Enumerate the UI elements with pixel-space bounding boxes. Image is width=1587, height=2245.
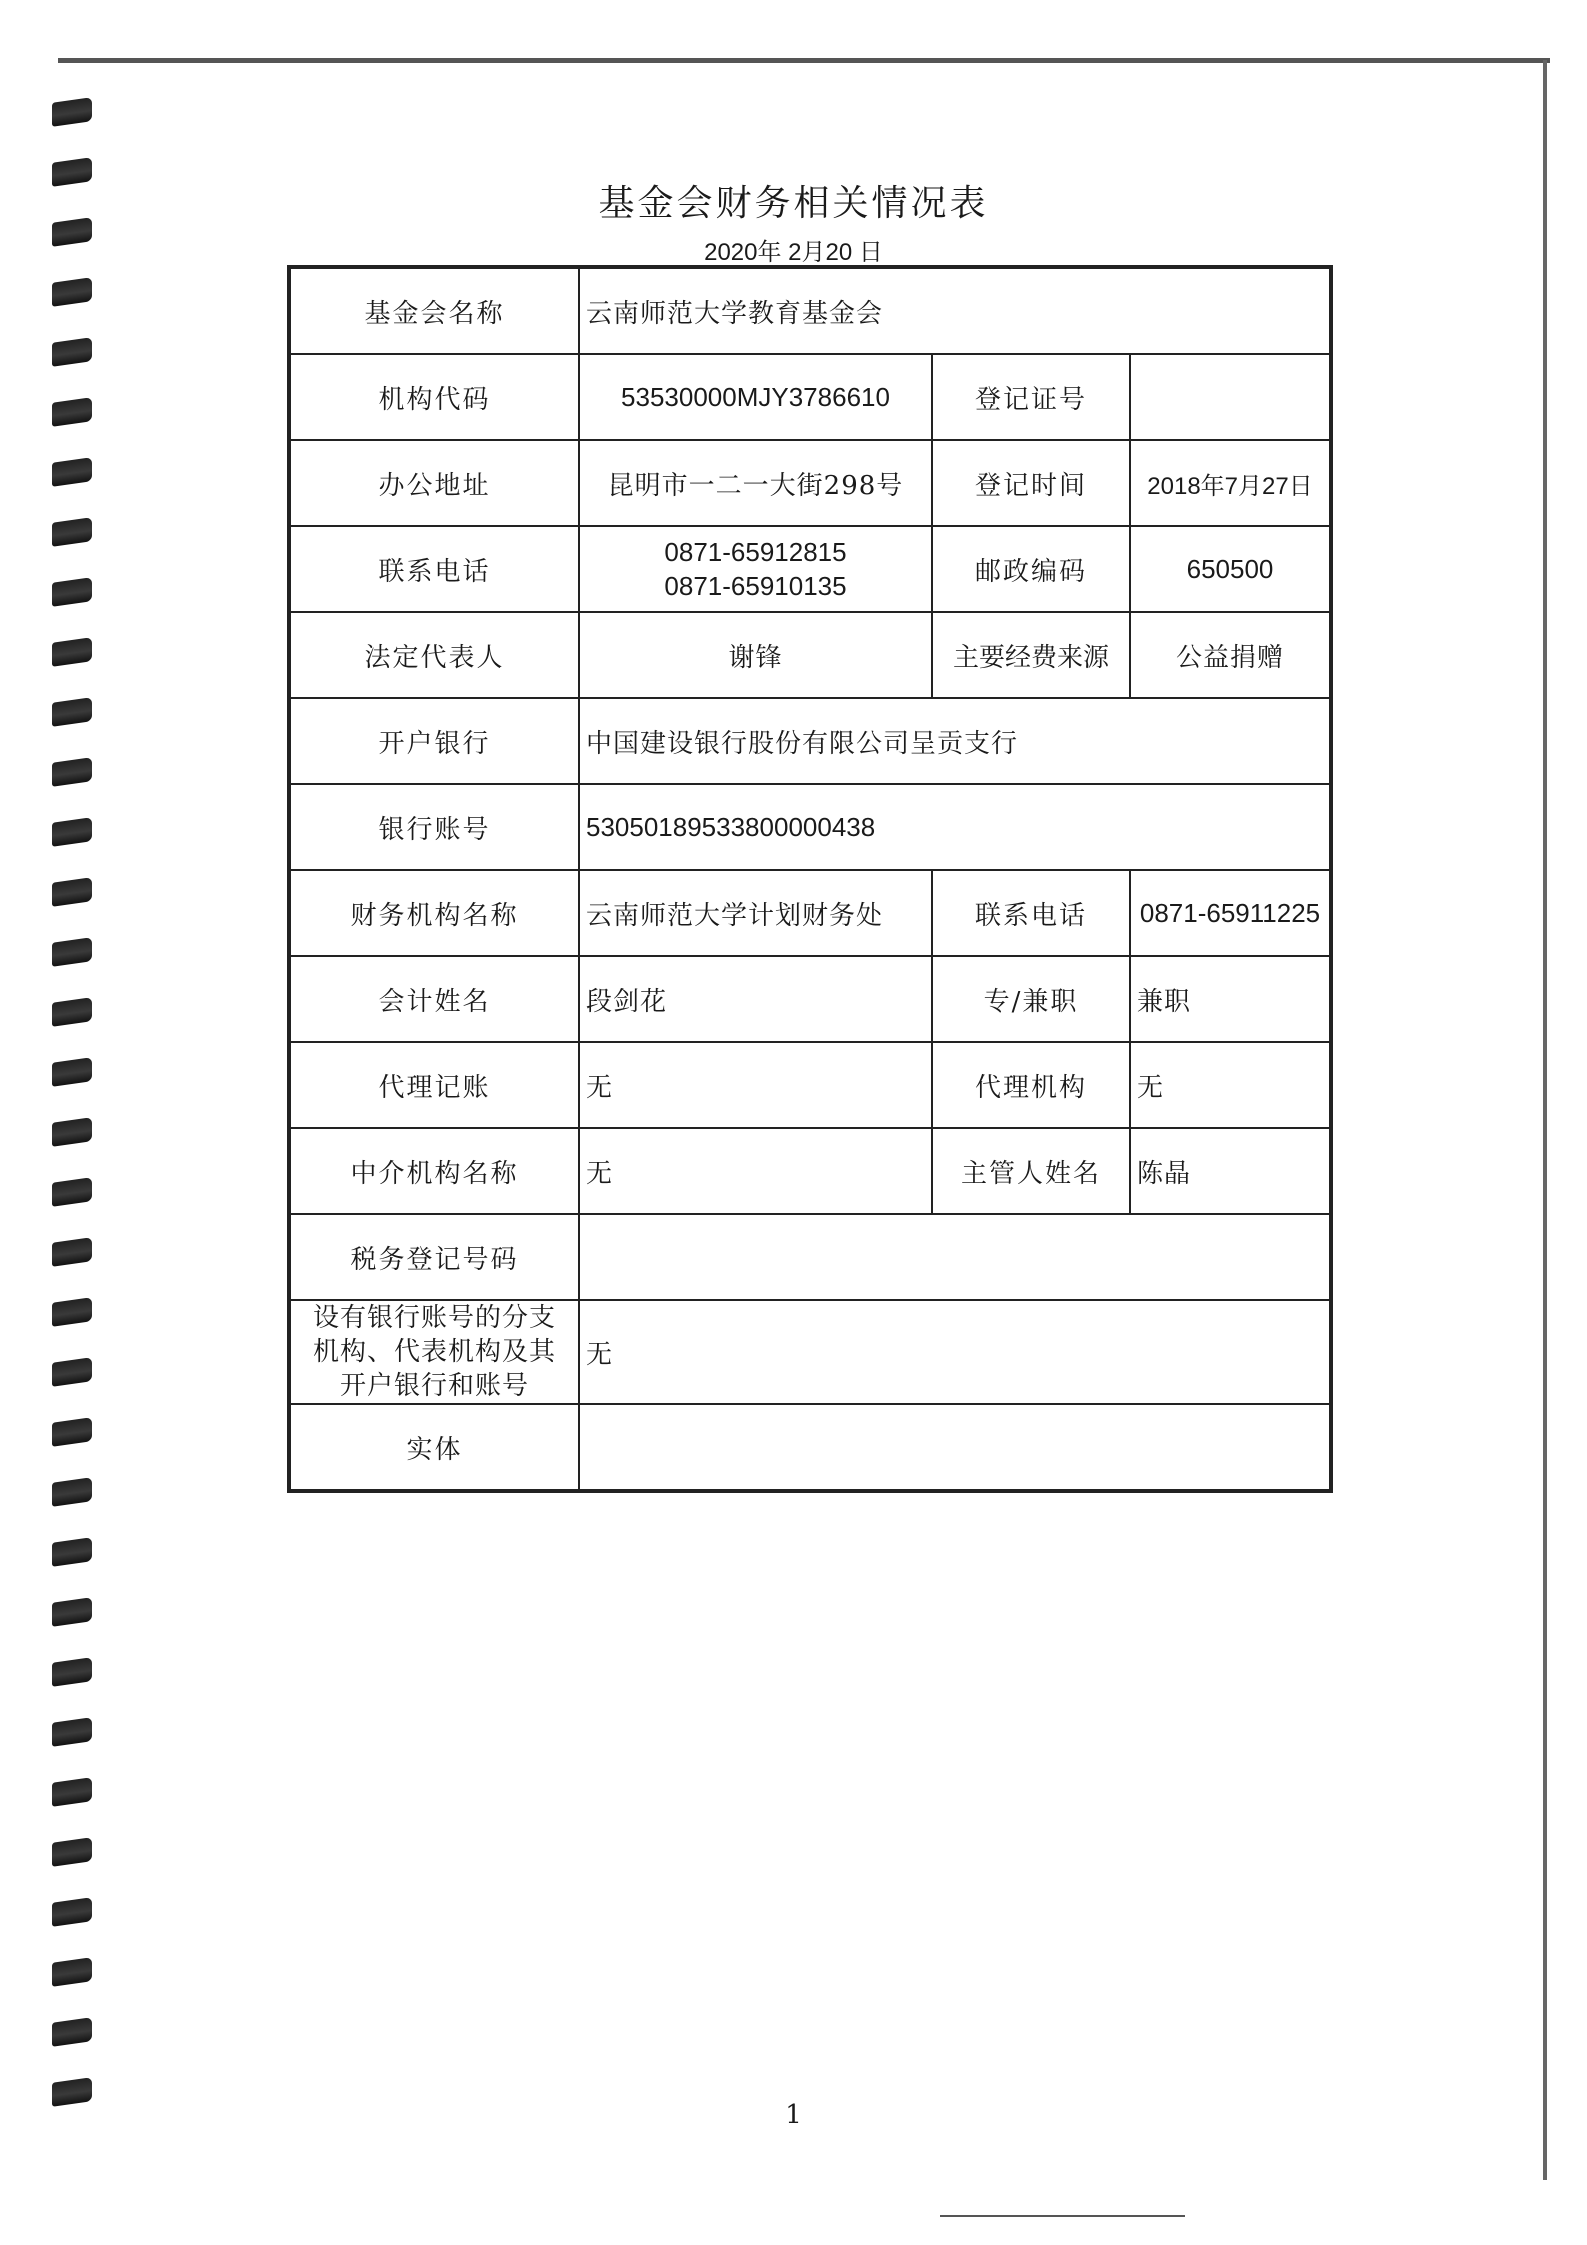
registration-cert-label: 登记证号 — [932, 354, 1130, 440]
postal-code-value: 650500 — [1130, 526, 1331, 612]
agency-org-value: 无 — [1130, 1042, 1331, 1128]
office-address-value: 昆明市一二一大街298号 — [579, 440, 932, 526]
binding-ring — [52, 1117, 92, 1147]
table-row — [289, 698, 1331, 784]
binding-ring — [52, 1297, 92, 1327]
binding-ring — [52, 1657, 92, 1687]
table-row — [289, 526, 1331, 612]
binding-ring — [52, 757, 92, 787]
page-right-border — [1543, 60, 1547, 2180]
binding-ring — [52, 637, 92, 667]
binding-ring — [52, 1357, 92, 1387]
binding-ring — [52, 1777, 92, 1807]
contact-phone-label: 联系电话 — [289, 526, 579, 612]
supervisor-name-value: 陈晶 — [1130, 1128, 1331, 1214]
binding-ring — [52, 577, 92, 607]
agency-org-label: 代理机构 — [932, 1042, 1130, 1128]
branches-value: 无 — [579, 1300, 1331, 1404]
binding-ring — [52, 997, 92, 1027]
branches-label-line-2: 机构、代表机构及其 — [312, 1337, 556, 1367]
legal-rep-label: 法定代表人 — [289, 612, 579, 698]
binding-ring — [52, 1177, 92, 1207]
binding-ring — [52, 1237, 92, 1267]
binding-ring — [52, 397, 92, 427]
table-row — [289, 354, 1331, 440]
registration-date-label: 登记时间 — [932, 440, 1130, 526]
tax-registration-value — [579, 1214, 1331, 1300]
finance-phone-value: 0871-65911225 — [1130, 870, 1331, 956]
intermediary-value: 无 — [579, 1128, 932, 1214]
intermediary-label: 中介机构名称 — [289, 1128, 579, 1214]
binding-ring — [52, 1597, 92, 1627]
binding-ring — [52, 1537, 92, 1567]
table-row — [289, 1042, 1331, 1128]
employment-type-value: 兼职 — [1130, 956, 1331, 1042]
funding-source-value: 公益捐赠 — [1130, 612, 1331, 698]
binding-ring — [52, 1417, 92, 1447]
binding-ring — [52, 697, 92, 727]
finance-phone-label: 联系电话 — [932, 870, 1130, 956]
table-row — [289, 1300, 1331, 1404]
bottom-rule — [940, 2215, 1185, 2217]
branches-label-line-1: 设有银行账号的分支 — [312, 1303, 556, 1333]
table-row — [289, 870, 1331, 956]
registration-cert-value — [1130, 354, 1331, 440]
table-row — [289, 1128, 1331, 1214]
agency-bookkeeping-label: 代理记账 — [289, 1042, 579, 1128]
accountant-value: 段剑花 — [579, 956, 932, 1042]
agency-bookkeeping-value: 无 — [579, 1042, 932, 1128]
table-row — [289, 1404, 1331, 1491]
contact-phone-value — [579, 526, 932, 612]
org-code-label: 机构代码 — [289, 354, 579, 440]
legal-rep-value: 谢锋 — [579, 612, 932, 698]
binding-ring — [52, 517, 92, 547]
binding-ring — [52, 1717, 92, 1747]
binding-ring — [52, 337, 92, 367]
bank-value: 中国建设银行股份有限公司呈贡支行 — [579, 698, 1331, 784]
table-row — [289, 1214, 1331, 1300]
document-date: 2020年 2月20 日 — [704, 239, 883, 266]
registration-date-value: 2018年7月27日 — [1130, 440, 1331, 526]
entity-label: 实体 — [289, 1404, 579, 1491]
binding-ring — [52, 877, 92, 907]
binding-ring — [52, 1897, 92, 1927]
foundation-name-label: 基金会名称 — [289, 267, 579, 354]
office-address-label: 办公地址 — [289, 440, 579, 526]
page-number: 1 — [785, 2100, 802, 2130]
branches-label — [289, 1300, 579, 1404]
binding-ring — [52, 277, 92, 307]
document-title: 基金会财务相关情况表 — [598, 183, 989, 224]
bank-account-label: 银行账号 — [289, 784, 579, 870]
binding-ring — [52, 937, 92, 967]
postal-code-label: 邮政编码 — [932, 526, 1130, 612]
binding-ring — [52, 2017, 92, 2047]
financial-info-table — [287, 265, 1333, 1493]
table-row — [289, 612, 1331, 698]
binding-ring — [52, 1957, 92, 1987]
binding-ring — [52, 1057, 92, 1087]
branches-label-line-3: 开户银行和账号 — [339, 1371, 529, 1401]
binding-ring — [52, 1477, 92, 1507]
binding-ring — [52, 817, 92, 847]
bank-label: 开户银行 — [289, 698, 579, 784]
finance-org-value: 云南师范大学计划财务处 — [579, 870, 932, 956]
entity-value — [579, 1404, 1331, 1491]
phone-number-1: 0871-65912815 — [664, 537, 847, 567]
tax-registration-label: 税务登记号码 — [289, 1214, 579, 1300]
funding-source-label: 主要经费来源 — [932, 612, 1130, 698]
bank-account-value: 53050189533800000438 — [579, 784, 1331, 870]
binding-ring — [52, 457, 92, 487]
phone-number-2: 0871-65910135 — [664, 571, 847, 601]
org-code-value: 53530000MJY3786610 — [579, 354, 932, 440]
binding-ring — [52, 1837, 92, 1867]
page-top-border — [58, 58, 1550, 63]
finance-org-label: 财务机构名称 — [289, 870, 579, 956]
supervisor-name-label: 主管人姓名 — [932, 1128, 1130, 1214]
table-row — [289, 956, 1331, 1042]
table-row — [289, 440, 1331, 526]
spiral-binding — [52, 100, 96, 2120]
foundation-name-value: 云南师范大学教育基金会 — [579, 267, 1331, 354]
table-row — [289, 267, 1331, 354]
binding-ring — [52, 97, 92, 127]
accountant-label: 会计姓名 — [289, 956, 579, 1042]
employment-type-label: 专/兼职 — [932, 956, 1130, 1042]
table-row — [289, 784, 1331, 870]
